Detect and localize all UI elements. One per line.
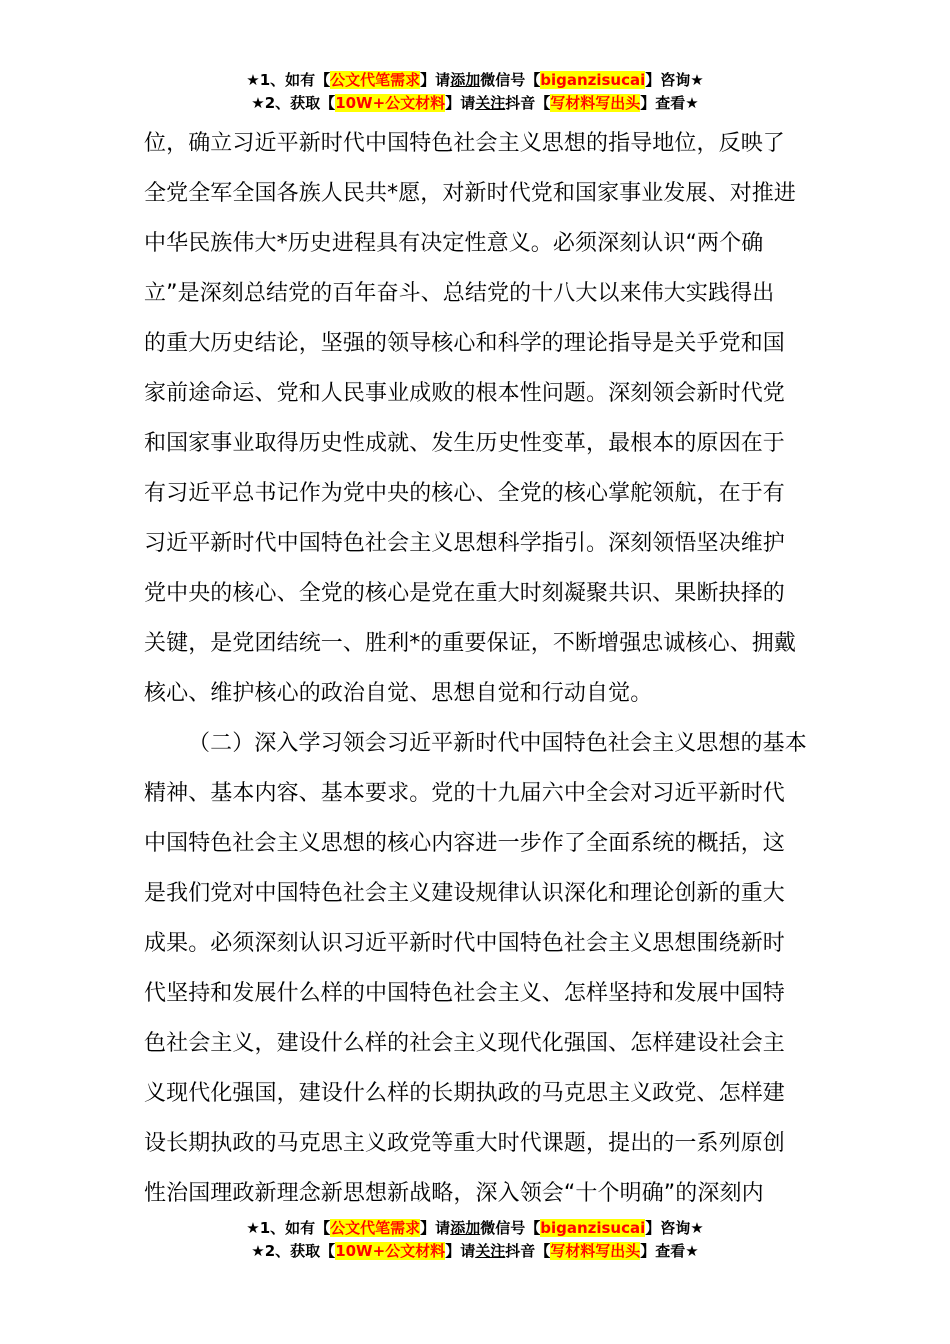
banner-line-1 [0, 69, 950, 92]
banner-text: 】请 [445, 94, 476, 112]
banner-text: 】查看★ [640, 94, 699, 112]
highlight-materials: 10W+公文材料 [335, 94, 446, 112]
underlined-text: 添加 [450, 71, 481, 89]
highlight-wechat-id: biganzisucai [540, 71, 646, 89]
banner-text: ★2、获取【 [251, 1242, 336, 1260]
highlight-wechat-id: biganzisucai [540, 1219, 646, 1237]
body-line: 义现代化强国，建设什么样的长期执政的马克思主义政党、怎样建 [144, 1081, 785, 1106]
body-line: 关键，是党团结统一、胜利*的重要保证，不断增强忠诚核心、拥戴 [144, 631, 797, 656]
underlined-text: 添加 [450, 1219, 481, 1237]
banner-text: 】查看★ [640, 1242, 699, 1260]
banner-line-2 [0, 92, 950, 115]
highlight-douyin: 写材料写出头 [550, 94, 641, 112]
banner-text: 微信号【 [480, 71, 541, 89]
body-line: 性治国理政新理念新思想新战略，深入领会“十个明确”的深刻内 [144, 1181, 764, 1206]
body-line: 核心、维护核心的政治自觉、思想自觉和行动自觉。 [144, 681, 653, 706]
body-line: 中华民族伟大*历史进程具有决定性意义。必须深刻认识“两个确 [144, 231, 764, 256]
footer-banner [0, 1217, 950, 1263]
body-line: 是我们党对中国特色社会主义建设规律认识深化和理论创新的重大 [144, 881, 785, 906]
body-line: 习近平新时代中国特色社会主义思想科学指引。深刻领悟坚决维护 [144, 531, 785, 556]
banner-text: 】请 [420, 1219, 451, 1237]
banner-line-1 [0, 1217, 950, 1240]
header-banner [0, 69, 950, 115]
body-line: 全党全军全国各族人民共*愿，对新时代党和国家事业发展、对推进 [144, 181, 797, 206]
body-line: 立”是深刻总结党的百年奋斗、总结党的十八大以来伟大实践得出 [144, 281, 775, 306]
highlight-douyin: 写材料写出头 [550, 1242, 641, 1260]
banner-text: 微信号【 [480, 1219, 541, 1237]
banner-text: 】咨询★ [645, 71, 704, 89]
body-line: 党中央的核心、全党的核心是党在重大时刻凝聚共识、果断抉择的 [144, 581, 785, 606]
body-line: 精神、基本内容、基本要求。党的十九届六中全会对习近平新时代 [144, 781, 785, 806]
banner-text: 】请 [420, 71, 451, 89]
body-line: 家前途命运、党和人民事业成败的根本性问题。深刻领会新时代党 [144, 381, 785, 406]
banner-text: 抖音【 [505, 1242, 551, 1260]
underlined-text: 关注 [475, 94, 506, 112]
document-body [144, 119, 806, 1219]
highlight-service: 公文代笔需求 [330, 1219, 421, 1237]
banner-text: ★1、如有【 [246, 1219, 331, 1237]
banner-line-2 [0, 1240, 950, 1263]
body-line: 设长期执政的马克思主义政党等重大时代课题，提出的一系列原创 [144, 1131, 785, 1156]
highlight-service: 公文代笔需求 [330, 71, 421, 89]
highlight-materials: 10W+公文材料 [335, 1242, 446, 1260]
banner-text: ★1、如有【 [246, 71, 331, 89]
underlined-text: 关注 [475, 1242, 506, 1260]
section-heading-line: （二）深入学习领会习近平新时代中国特色社会主义思想的基本 [188, 731, 807, 756]
body-line: 中国特色社会主义思想的核心内容进一步作了全面系统的概括，这 [144, 831, 785, 856]
body-line: 和国家事业取得历史性成就、发生历史性变革，最根本的原因在于 [144, 431, 785, 456]
body-line: 位，确立习近平新时代中国特色社会主义思想的指导地位，反映了 [144, 131, 785, 156]
banner-text: 】咨询★ [645, 1219, 704, 1237]
body-line: 有习近平总书记作为党中央的核心、全党的核心掌舵领航，在于有 [144, 481, 785, 506]
banner-text: 】请 [445, 1242, 476, 1260]
body-line: 代坚持和发展什么样的中国特色社会主义、怎样坚持和发展中国特 [144, 981, 785, 1006]
body-line: 成果。必须深刻认识习近平新时代中国特色社会主义思想围绕新时 [144, 931, 785, 956]
body-line: 的重大历史结论，坚强的领导核心和科学的理论指导是关乎党和国 [144, 331, 785, 356]
banner-text: 抖音【 [505, 94, 551, 112]
body-line: 色社会主义，建设什么样的社会主义现代化强国、怎样建设社会主 [144, 1031, 785, 1056]
banner-text: ★2、获取【 [251, 94, 336, 112]
